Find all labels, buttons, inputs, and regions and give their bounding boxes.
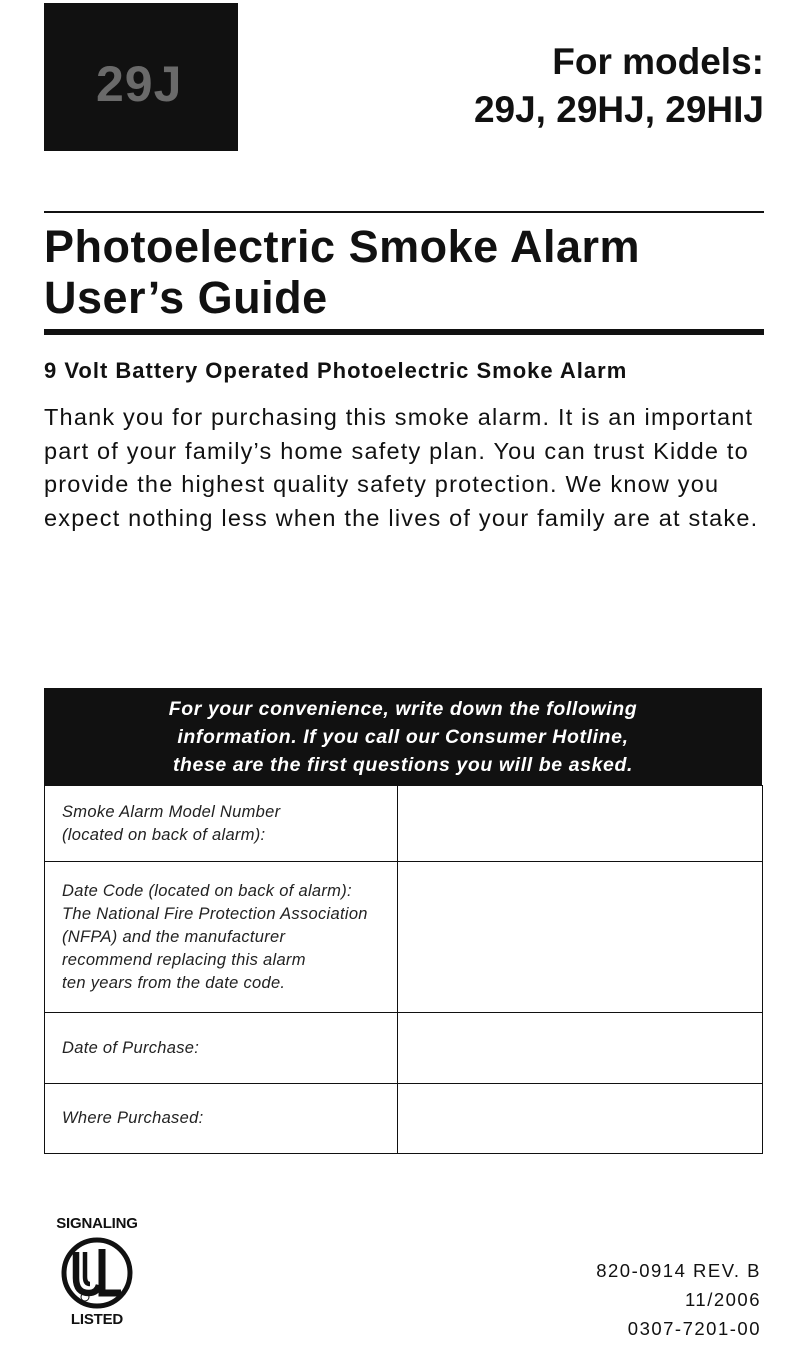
label-line: (located on back of alarm): [62,825,266,844]
form-label-date-code [45,862,398,1013]
form-row-where-purchased [45,1084,763,1154]
form-field-where-purchased[interactable] [398,1084,763,1154]
form-header [44,688,762,785]
label-line: Where Purchased: [62,1109,204,1127]
intro-paragraph: Thank you for purchasing this smoke alarm. It is an important part of your family’s home safety plan. You can trust Kidde to provide the highest quality safety protection. We know you expect nothing less when the lives of your family are at stake. [44,404,759,531]
title-divider [44,329,764,335]
model-badge [44,3,238,151]
title-line-2: User’s Guide [44,272,328,323]
form-field-date-code[interactable] [398,862,763,1013]
models-list: 29J, 29HJ, 29HIJ [473,89,764,130]
form-label-model-number [45,786,398,862]
document-number: 0307-7201-00 [627,1318,761,1339]
form-label-where-purchased [45,1084,398,1154]
model-badge-text: 29J [96,56,183,112]
label-line: recommend replacing this alarm [62,950,306,969]
form-field-model-number[interactable] [398,786,763,862]
form-header-line-3: these are the first questions you will be asked. [172,753,634,776]
form-header-line-1: For your convenience, write down the following [168,697,638,720]
top-divider [44,211,764,213]
ul-listed-mark-icon [61,1237,133,1309]
subtitle: 9 Volt Battery Operated Photoelectric Smoke Alarm [44,358,628,383]
form-row-date-code [45,862,763,1013]
revision-date: 11/2006 [685,1289,761,1310]
form-field-date-of-purchase[interactable] [398,1013,763,1084]
title-line-1: Photoelectric Smoke Alarm [44,221,641,272]
ul-listed-label: LISTED [70,1311,124,1328]
document-info [596,1256,761,1343]
label-line: The National Fire Protection Association [62,904,368,923]
form-row-model-number [45,786,763,862]
info-form-table [44,785,763,1154]
form-row-date-of-purchase [45,1013,763,1084]
form-label-date-of-purchase [45,1013,398,1084]
label-line: Date of Purchase: [62,1038,200,1057]
form-header-line-2: information. If you call our Consumer Hotline, [177,725,629,748]
part-revision: 820-0914 REV. B [596,1260,761,1281]
label-line: ten years from the date code. [62,973,286,992]
models-label: For models: [552,41,764,82]
ul-listing-logo [50,1212,144,1336]
label-line: Date Code (located on back of alarm): [62,881,352,900]
ul-signaling-label: SIGNALING [56,1215,138,1232]
label-line: Smoke Alarm Model Number [62,802,281,821]
models-block [474,38,764,134]
label-line: (NFPA) and the manufacturer [62,927,286,946]
page-title [44,221,764,323]
